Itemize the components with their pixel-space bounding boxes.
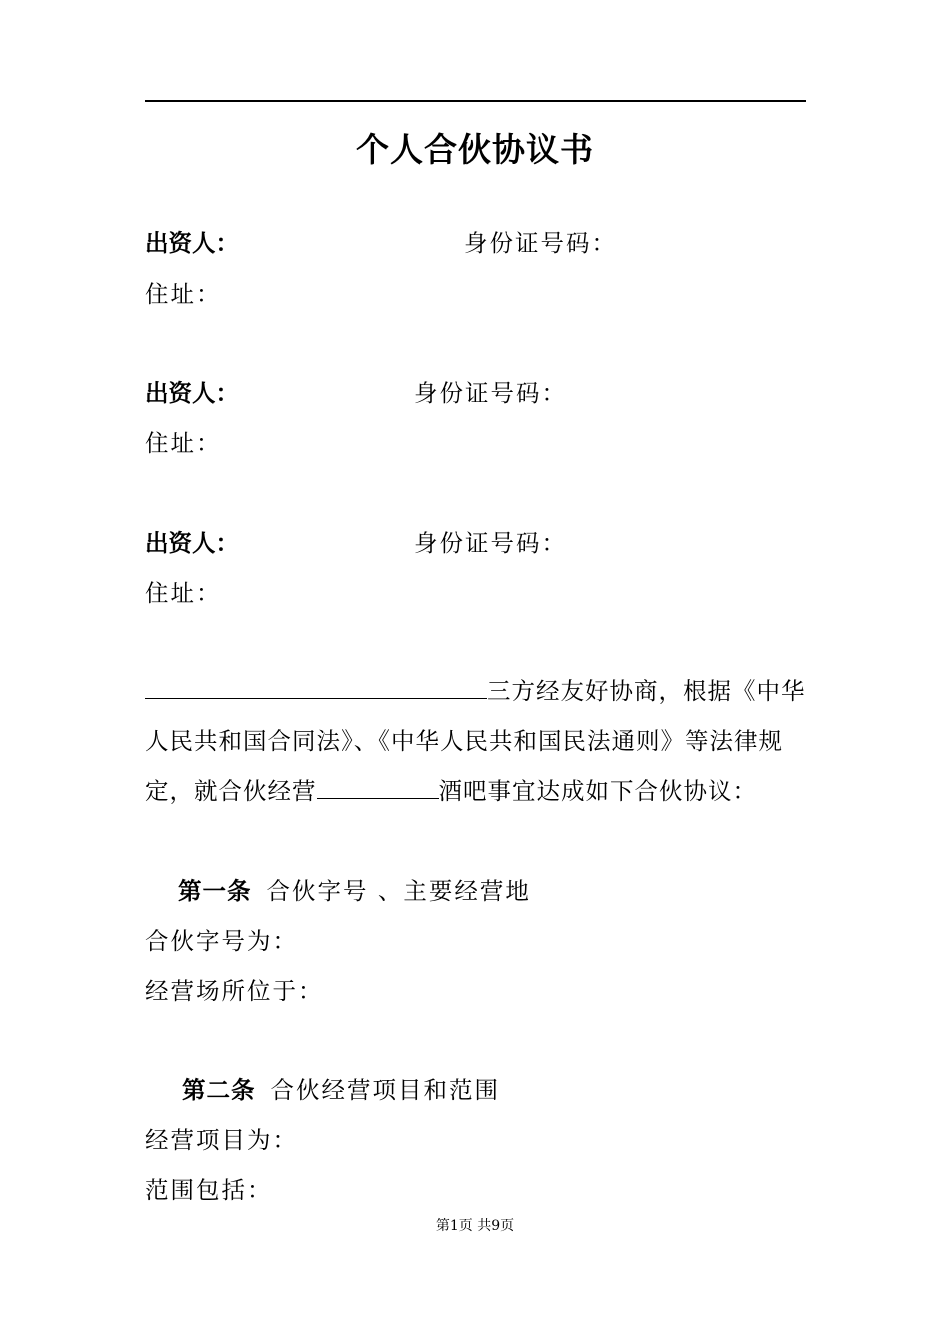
business-name-blank bbox=[317, 774, 439, 799]
article-1-heading bbox=[178, 876, 531, 906]
article-2-line-2: 范围包括： bbox=[145, 1176, 273, 1204]
article-2-number: 第二条 bbox=[182, 1076, 256, 1104]
header-rule bbox=[145, 100, 806, 102]
article-2-title: 合伙经营项目和范围 bbox=[270, 1076, 500, 1104]
party-3-id-label: 身份证号码： bbox=[414, 529, 567, 557]
party-2-investor-label: 出资人： bbox=[145, 379, 239, 407]
article-2-heading bbox=[182, 1075, 500, 1105]
article-1-number: 第一条 bbox=[178, 877, 252, 905]
party-2-id-label: 身份证号码： bbox=[414, 379, 567, 407]
article-1-line-2: 经营场所位于： bbox=[145, 977, 324, 1005]
party-1-investor-label: 出资人： bbox=[145, 229, 239, 257]
party-2-address-label: 住址： bbox=[145, 429, 222, 457]
intro-text-1: 三方经友好协商，根据《中华人民共和国合同法》、《中华人民共和国民法通则》等法律规定，就合伙经营 bbox=[145, 677, 806, 805]
party-1-address-label: 住址： bbox=[145, 280, 222, 308]
article-1-line-1: 合伙字号为： bbox=[145, 927, 298, 955]
party-3-investor-label: 出资人： bbox=[145, 529, 239, 557]
intro-paragraph bbox=[145, 666, 810, 816]
article-2-line-1: 经营项目为： bbox=[145, 1126, 298, 1154]
party-1-id-label: 身份证号码： bbox=[464, 229, 617, 257]
party-names-blank bbox=[145, 674, 487, 699]
document-title: 个人合伙协议书 bbox=[356, 130, 594, 169]
article-1-title: 合伙字号 、主要经营地 bbox=[266, 877, 531, 905]
page-number-footer: 第1页 共9页 bbox=[435, 1218, 515, 1234]
intro-text-2: 酒吧事宜达成如下合伙协议： bbox=[438, 777, 757, 805]
party-3-address-label: 住址： bbox=[145, 579, 222, 607]
